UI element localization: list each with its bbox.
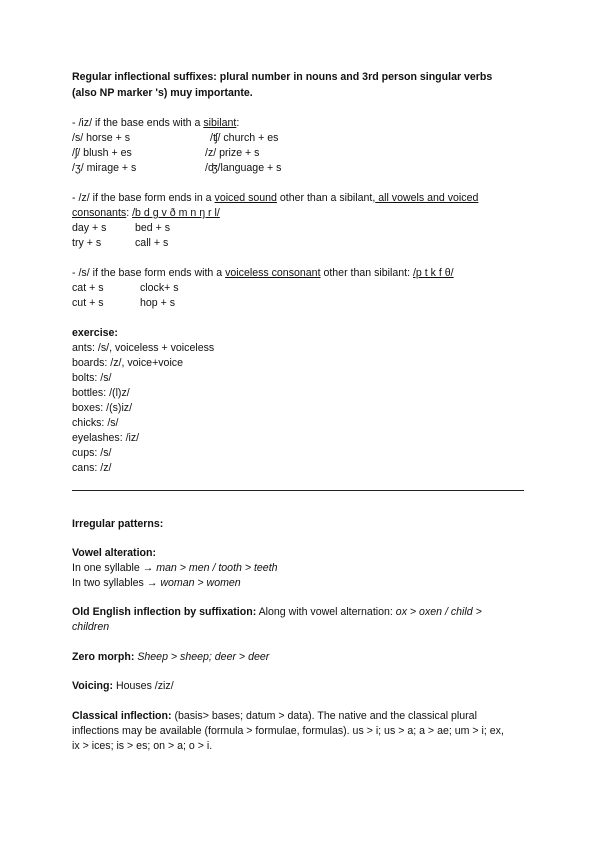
z-symbol: /z/: [78, 192, 90, 204]
s-example-row: cat + s clock+ s: [72, 282, 179, 294]
old-english-line: Old English inflection by suffixation: Along with vowel alternation: ox > oxen / child >: [72, 606, 482, 618]
classical-line-1: Classical inflection: (basis> bases; datum > data). The native and the classical plural: [72, 710, 477, 722]
s-symbol: /s/: [78, 267, 90, 279]
iz-example-row: /s/ horse + s /ʧ/ church + es: [72, 132, 279, 144]
vowel-alteration-line-1: In one syllable → man > men / tooth > teeth: [72, 562, 278, 574]
exercise-item: boards: /z/, voice+voice: [72, 357, 183, 369]
z-rule-line-2: consonants: /b d g v ð m n ŋ r l/: [72, 207, 220, 219]
iz-symbol: /iz/: [78, 117, 93, 129]
title-line-2: (also NP marker 's) muy importante.: [72, 87, 253, 99]
section-divider: [72, 490, 524, 491]
vowel-alteration-line-2: In two syllables → woman > women: [72, 577, 241, 589]
exercise-item: cups: /s/: [72, 447, 112, 459]
sibilant-keyword: sibilant: [203, 117, 237, 129]
s-example-row: cut + s hop + s: [72, 297, 176, 309]
classical-line-2: inflections may be available (formula > formulae, formulas). us > i; us > a; a > ae; um > i; ex,: [72, 725, 504, 737]
classical-line-3: ix > ices; is > es; on > a; o > i.: [72, 740, 213, 752]
z-example-row: day + s bed + s: [72, 222, 171, 234]
exercise-item: chicks: /s/: [72, 417, 119, 429]
zero-morph-line: Zero morph: Sheep > sheep; deer > deer: [72, 651, 270, 663]
s-rule-line: - /s/ if the base form ends with a voiceless consonant other than sibilant: /p t k f θ/: [72, 267, 454, 279]
exercise-item: ants: /s/, voiceless + voiceless: [72, 342, 215, 354]
title-line-1: Regular inflectional suffixes: plural number in nouns and 3rd person singular verbs: [72, 71, 493, 83]
iz-example-row: /ʃ/ blush + es /z/ prize + s: [72, 147, 260, 159]
z-example-row: try + s call + s: [72, 237, 169, 249]
exercise-item: bottles: /(l)z/: [72, 387, 130, 399]
irregular-heading: Irregular patterns:: [72, 518, 164, 530]
old-english-line-2: children: [72, 621, 110, 633]
exercise-item: cans: /z/: [72, 462, 112, 474]
voiceless-phonemes: /p t k f θ/: [412, 267, 454, 279]
exercise-item: boxes: /(s)iz/: [72, 402, 133, 414]
vowel-alteration-heading: Vowel alteration:: [72, 547, 156, 559]
exercise-item: eyelashes: /iz/: [72, 432, 140, 444]
exercise-heading: exercise:: [72, 327, 118, 339]
voiced-phonemes: /b d g v ð m n ŋ r l/: [132, 207, 220, 219]
exercise-item: bolts: /s/: [72, 372, 112, 384]
iz-rule-line: - /iz/ if the base ends with a sibilant:: [72, 117, 240, 129]
voicing-line: Voicing: Houses /ziz/: [72, 680, 174, 692]
iz-example-row: /ʒ/ mirage + s /ʤ/language + s: [72, 162, 282, 174]
z-rule-line: - /z/ if the base form ends in a voiced sound other than a sibilant, all vowels and voiced: [72, 192, 479, 204]
